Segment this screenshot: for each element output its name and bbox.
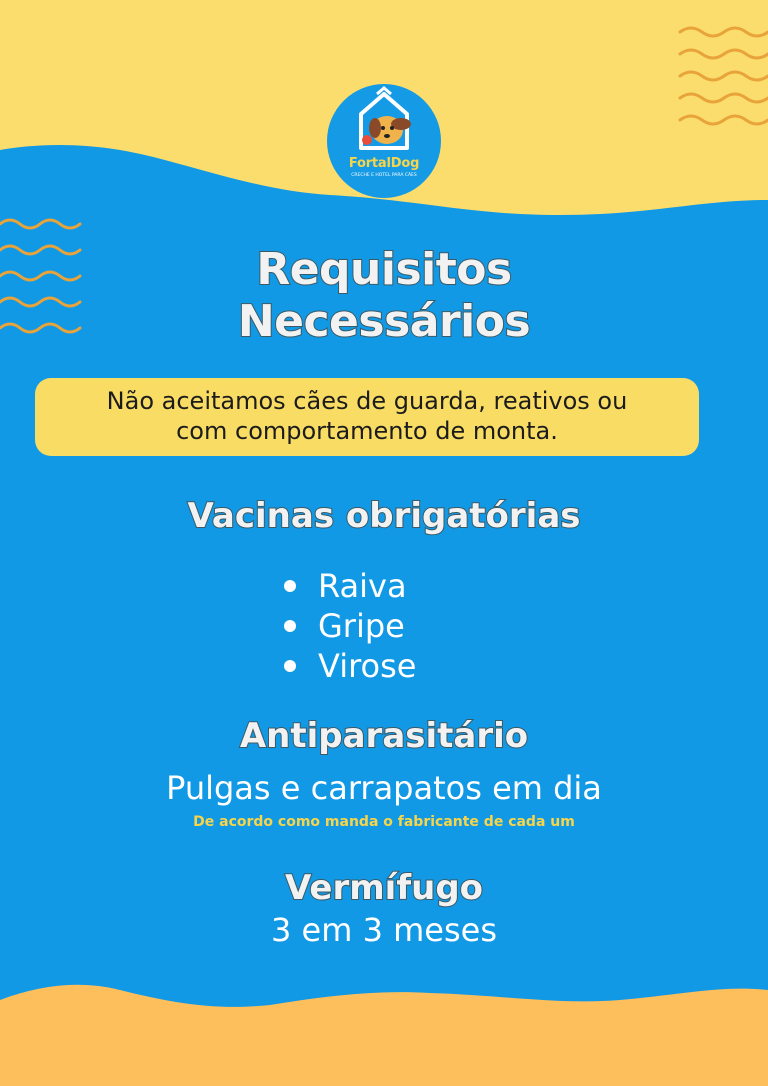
bottom-orange-wave: [0, 985, 768, 1086]
antiparasitario-note: De acordo como manda o fabricante de cada um: [193, 814, 575, 830]
title-line-2: Necessários: [237, 296, 531, 347]
vermifugo-text: 3 em 3 meses: [271, 911, 497, 949]
notice-box: [35, 378, 699, 456]
vaccine-item-raiva: [280, 566, 580, 606]
vaccine-label: Virose: [318, 647, 417, 685]
antiparasitario-text: Pulgas e carrapatos em dia: [166, 769, 602, 807]
dog-house-logo-icon: [327, 84, 441, 198]
vaccine-list: [280, 566, 580, 686]
bullet-icon: [284, 580, 296, 592]
vacinas-heading: Vacinas obrigatórias: [187, 496, 581, 536]
bullet-icon: [284, 660, 296, 672]
vaccine-item-virose: [280, 646, 580, 686]
notice-line-2: com comportamento de monta.: [176, 417, 558, 445]
vaccine-label: Gripe: [318, 607, 405, 645]
notice-text: [35, 378, 699, 446]
notice-line-1: Não aceitamos cães de guarda, reativos ou: [106, 387, 628, 415]
title-line-1: Requisitos: [256, 244, 512, 295]
logo-tagline: CRECHE E HOTEL PARA CÃES: [351, 173, 417, 178]
vaccine-item-gripe: [280, 606, 580, 646]
antiparasitario-heading: Antiparasitário: [239, 716, 529, 756]
fortaldog-logo: [327, 84, 441, 198]
logo-brand-name: FortalDog: [348, 156, 420, 171]
vaccine-label: Raiva: [318, 567, 407, 605]
page-title: [0, 244, 768, 348]
bullet-icon: [284, 620, 296, 632]
vermifugo-heading: Vermífugo: [284, 868, 484, 908]
